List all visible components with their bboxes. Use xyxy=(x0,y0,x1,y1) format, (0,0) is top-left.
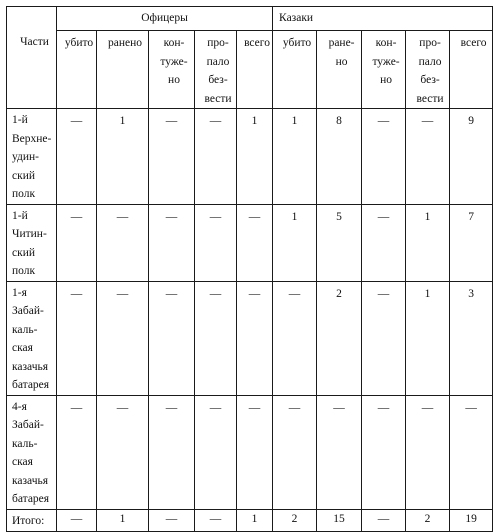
total-officers-wounded-cell: 1 xyxy=(97,509,149,531)
officers-wounded-cell: — xyxy=(97,395,149,509)
header-sub-row xyxy=(7,31,493,109)
officers-wounded-cell: — xyxy=(97,281,149,395)
total-label: Итого: xyxy=(7,509,57,531)
cossacks-killed-cell: — xyxy=(273,281,317,395)
table-row xyxy=(7,109,493,205)
officers-col-missing: про- пало без- вести xyxy=(195,31,237,109)
cossacks-header: Казаки xyxy=(273,7,493,31)
cossacks-col-total: всего xyxy=(450,31,493,109)
officers-contused-cell: — xyxy=(149,109,195,205)
officers-contused-cell: — xyxy=(149,281,195,395)
total-officers-missing-cell: — xyxy=(195,509,237,531)
table-row xyxy=(7,204,493,281)
cossacks-contused-cell: — xyxy=(362,204,406,281)
total-row xyxy=(7,509,493,531)
cossacks-missing-cell: — xyxy=(406,395,450,509)
unit-name-cell: 1-й Читин- ский полк xyxy=(7,204,57,281)
parts-header: Части xyxy=(7,7,57,109)
officers-header: Офицеры xyxy=(57,7,273,31)
unit-name-cell: 1-й Верхне- удин- ский полк xyxy=(7,109,57,205)
cossacks-contused-cell: — xyxy=(362,109,406,205)
table-row xyxy=(7,395,493,509)
total-cossacks-contused-cell: — xyxy=(362,509,406,531)
cossacks-killed-cell: 1 xyxy=(273,204,317,281)
document-page xyxy=(6,6,492,527)
officers-total-cell: 1 xyxy=(237,109,273,205)
officers-contused-cell: — xyxy=(149,204,195,281)
casualties-table xyxy=(6,6,493,532)
officers-killed-cell: — xyxy=(57,395,97,509)
total-officers-contused-cell: — xyxy=(149,509,195,531)
officers-killed-cell: — xyxy=(57,109,97,205)
total-cossacks-killed-cell: 2 xyxy=(273,509,317,531)
cossacks-col-killed: убито xyxy=(273,31,317,109)
total-cossacks-wounded-cell: 15 xyxy=(317,509,362,531)
cossacks-missing-cell: 1 xyxy=(406,281,450,395)
cossacks-total-cell: — xyxy=(450,395,493,509)
cossacks-missing-cell: 1 xyxy=(406,204,450,281)
total-officers-total-cell: 1 xyxy=(237,509,273,531)
cossacks-total-cell: 7 xyxy=(450,204,493,281)
total-cossacks-missing-cell: 2 xyxy=(406,509,450,531)
header-group-row xyxy=(7,7,493,31)
cossacks-contused-cell: — xyxy=(362,395,406,509)
cossacks-killed-cell: — xyxy=(273,395,317,509)
cossacks-missing-cell: — xyxy=(406,109,450,205)
officers-col-total: всего xyxy=(237,31,273,109)
cossacks-wounded-cell: 5 xyxy=(317,204,362,281)
officers-total-cell: — xyxy=(237,204,273,281)
officers-wounded-cell: 1 xyxy=(97,109,149,205)
officers-missing-cell: — xyxy=(195,395,237,509)
cossacks-wounded-cell: 2 xyxy=(317,281,362,395)
officers-killed-cell: — xyxy=(57,204,97,281)
cossacks-col-contused: кон- туже- но xyxy=(362,31,406,109)
cossacks-total-cell: 9 xyxy=(450,109,493,205)
officers-col-contused: кон- туже- но xyxy=(149,31,195,109)
officers-killed-cell: — xyxy=(57,281,97,395)
officers-total-cell: — xyxy=(237,281,273,395)
table-row xyxy=(7,281,493,395)
officers-col-killed: убито xyxy=(57,31,97,109)
cossacks-contused-cell: — xyxy=(362,281,406,395)
officers-missing-cell: — xyxy=(195,281,237,395)
officers-missing-cell: — xyxy=(195,109,237,205)
officers-missing-cell: — xyxy=(195,204,237,281)
cossacks-col-missing: про- пало без- вести xyxy=(406,31,450,109)
cossacks-total-cell: 3 xyxy=(450,281,493,395)
unit-name-cell: 1-я Забай- каль- ская казачья батарея xyxy=(7,281,57,395)
total-cossacks-total-cell: 19 xyxy=(450,509,493,531)
unit-name-cell: 4-я Забай- каль- ская казачья батарея xyxy=(7,395,57,509)
officers-wounded-cell: — xyxy=(97,204,149,281)
cossacks-wounded-cell: — xyxy=(317,395,362,509)
total-officers-killed-cell: — xyxy=(57,509,97,531)
cossacks-killed-cell: 1 xyxy=(273,109,317,205)
officers-total-cell: — xyxy=(237,395,273,509)
officers-col-wounded: ранено xyxy=(97,31,149,109)
cossacks-wounded-cell: 8 xyxy=(317,109,362,205)
officers-contused-cell: — xyxy=(149,395,195,509)
cossacks-col-wounded: ране- но xyxy=(317,31,362,109)
